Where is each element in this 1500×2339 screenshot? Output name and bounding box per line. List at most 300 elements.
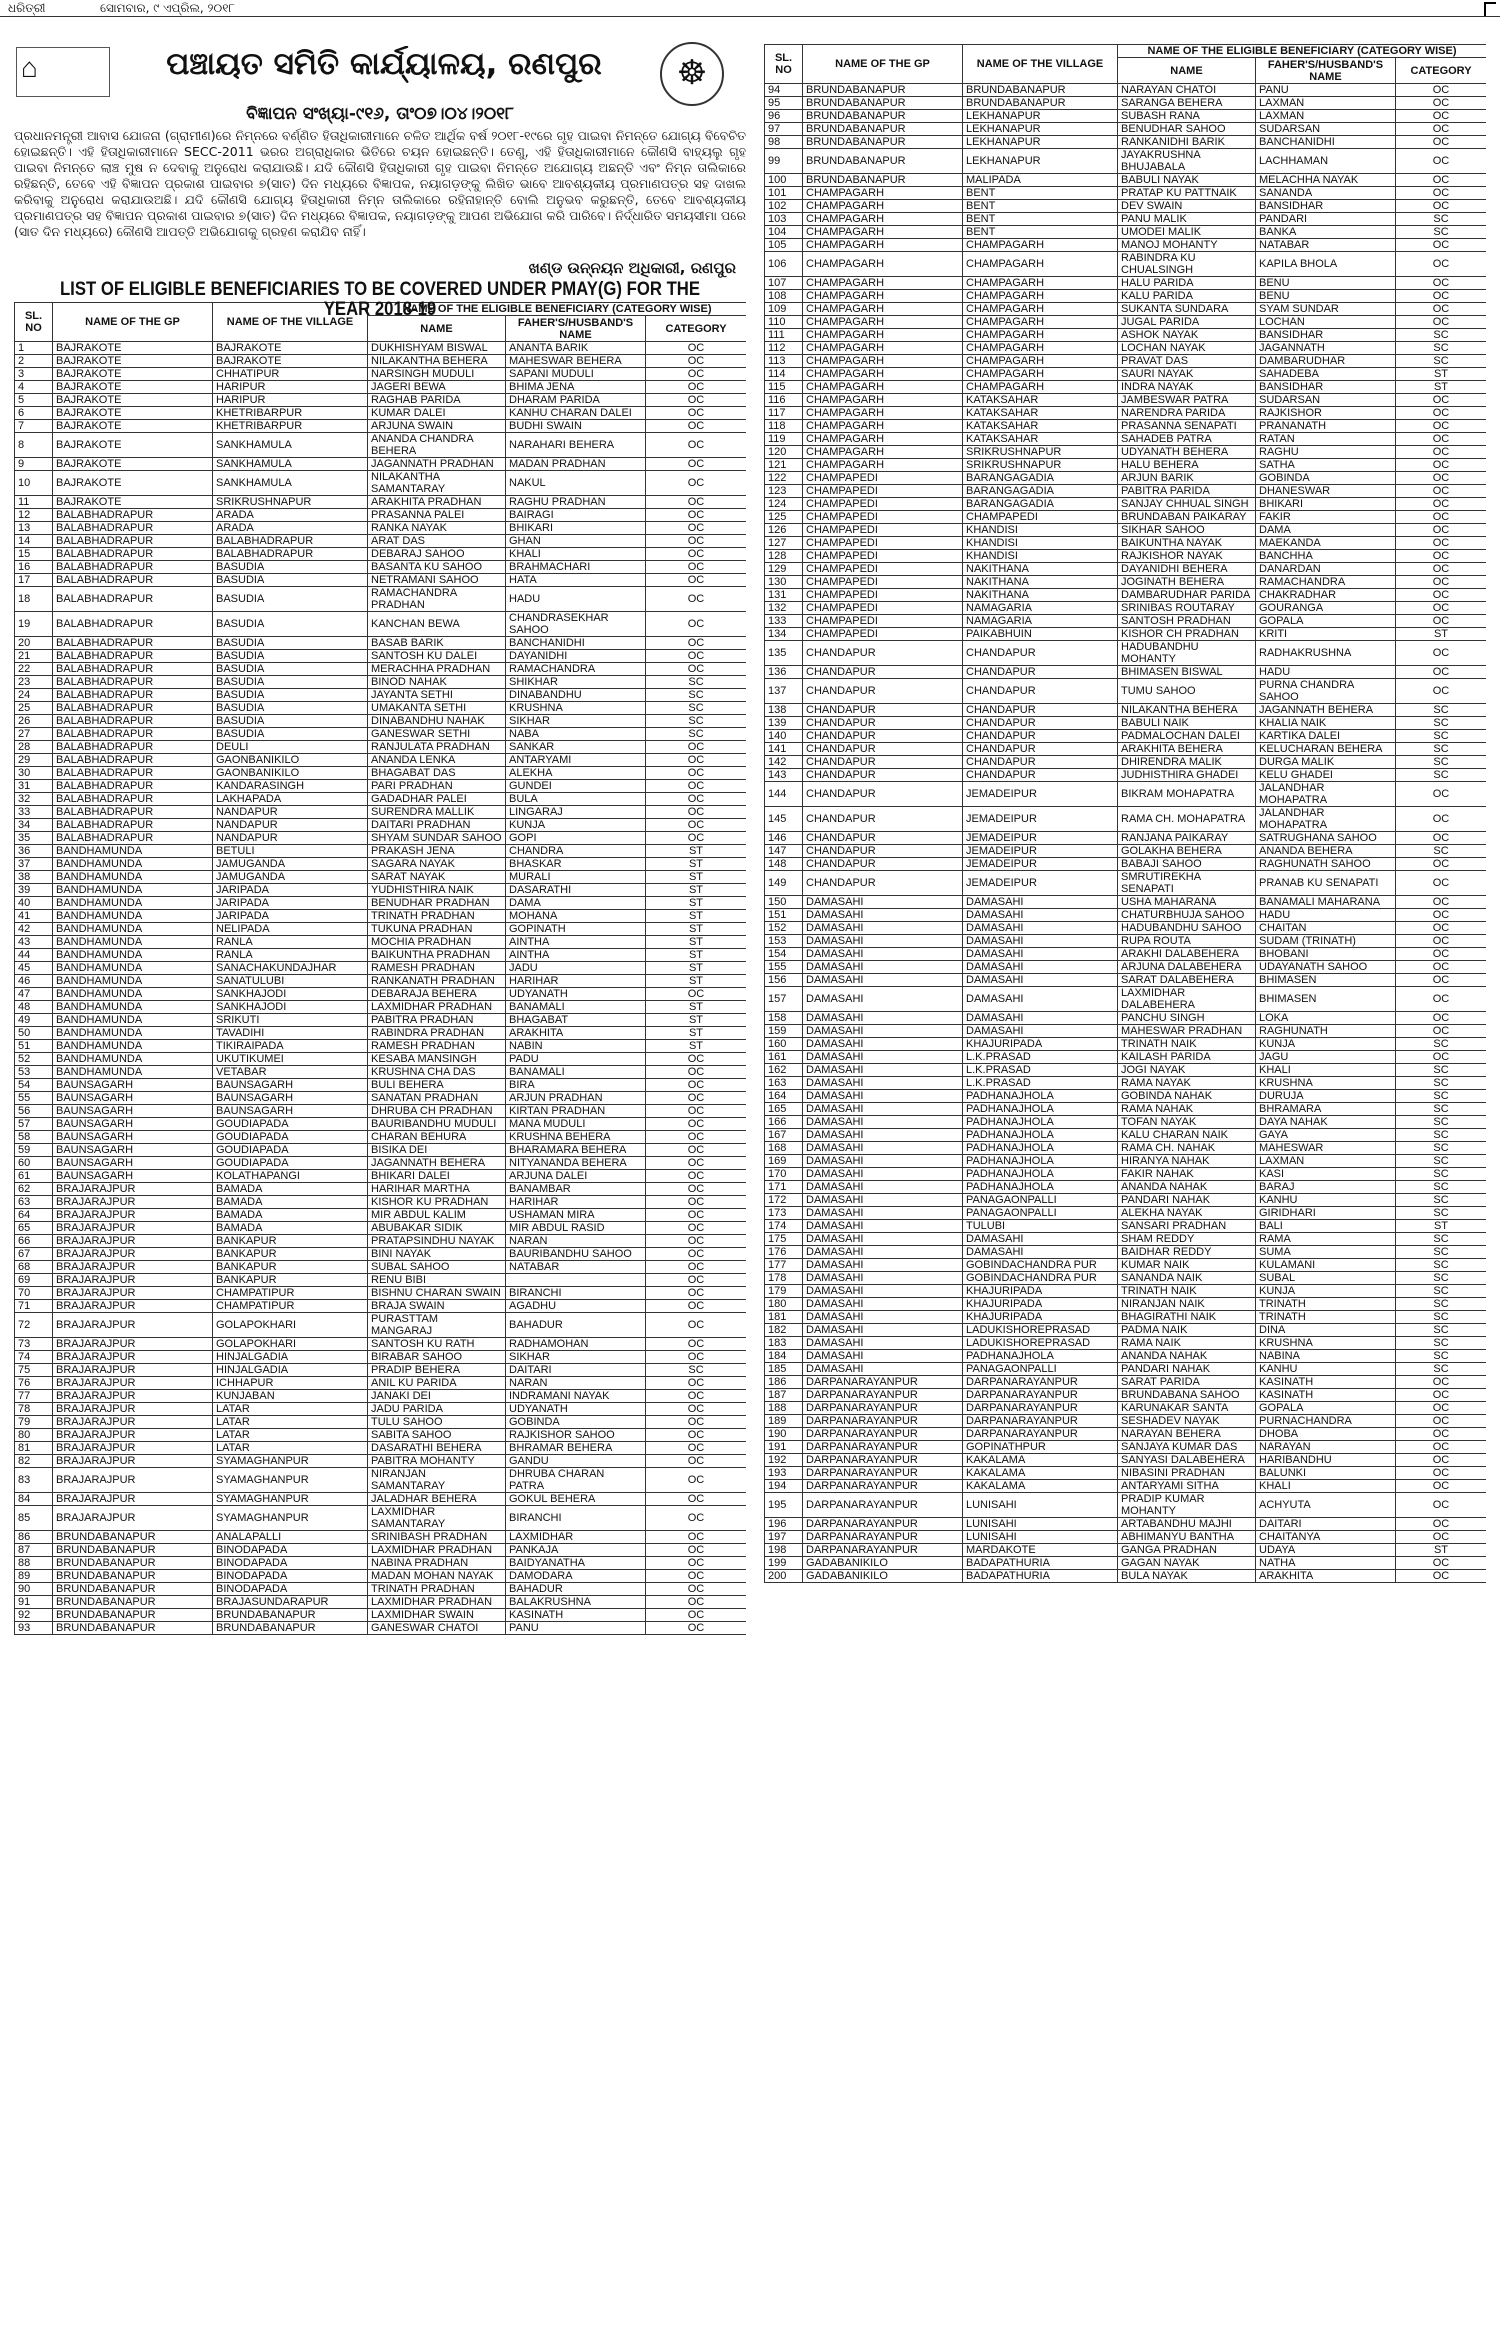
cell-name: SARANGA BEHERA [1118,97,1256,110]
cell-cat: OC [1396,871,1487,896]
table-row [765,641,1487,666]
cell-village: KHETRIBARPUR [213,420,368,433]
table-row [765,524,1487,537]
cell-name: GOBINDA NAHAK [1118,1090,1256,1103]
cell-father: KUNJA [1256,1038,1396,1051]
cell-sl: 89 [15,1570,53,1583]
cell-name: BAURIBANDHU MUDULI [368,1118,506,1131]
cell-father: DURGA MALIK [1256,756,1396,769]
cell-gp: BANDHAMUNDA [53,1014,213,1027]
cell-village: SRIKUTI [213,1014,368,1027]
table-row [765,602,1487,615]
cell-gp: BRUNDABANAPUR [803,174,963,187]
cell-name: HADUBANDHU SAHOO [1118,922,1256,935]
cell-father: CHANDRASEKHAR SAHOO [506,612,646,637]
cell-cat: OC [646,496,747,509]
cell-cat: OC [1396,290,1487,303]
cell-sl: 75 [15,1364,53,1377]
cell-gp: BALABHADRAPUR [53,793,213,806]
cell-village: SANKHAMULA [213,433,368,458]
cell-village: CHAMPAGARH [963,355,1118,368]
cell-village: DAMASAHI [963,974,1118,987]
cell-sl: 170 [765,1168,803,1181]
cell-name: DINABANDHU NAHAK [368,715,506,728]
cell-sl: 195 [765,1493,803,1518]
cell-village: KHAJURIPADA [963,1298,1118,1311]
cell-father: BHIKARI [506,522,646,535]
cell-father: GAYA [1256,1129,1396,1142]
cell-sl: 73 [15,1338,53,1351]
table-row [15,806,747,819]
cell-name: BRAJA SWAIN [368,1300,506,1313]
cell-gp: DAMASAHI [803,1194,963,1207]
cell-sl: 187 [765,1389,803,1402]
table-row [15,845,747,858]
cell-cat: ST [646,897,747,910]
cell-village: UKUTIKUMEI [213,1053,368,1066]
cell-sl: 140 [765,730,803,743]
cell-father: ARAKHITA [506,1027,646,1040]
cell-sl: 90 [15,1583,53,1596]
cell-name: SHAM REDDY [1118,1233,1256,1246]
cell-village: BADAPATHURIA [963,1557,1118,1570]
cell-village: HARIPUR [213,394,368,407]
cell-name: NILAKANTHA BEHERA [1118,704,1256,717]
cell-father: RAGHUNATH SAHOO [1256,858,1396,871]
cell-sl: 120 [765,446,803,459]
cell-father: BARAJ [1256,1181,1396,1194]
cell-cat: OC [646,1403,747,1416]
cell-name: KRUSHNA CHA DAS [368,1066,506,1079]
cell-village: BALABHADRAPUR [213,535,368,548]
cell-father: KELU GHADEI [1256,769,1396,782]
cell-village: SANACHAKUNDAJHAR [213,962,368,975]
cell-father: NAKUL [506,471,646,496]
table-row [765,498,1487,511]
cell-sl: 134 [765,628,803,641]
table-row [765,550,1487,563]
cell-gp: BALABHADRAPUR [53,754,213,767]
cell-name: BRUNDABANA SAHOO [1118,1389,1256,1402]
cell-father: KUNJA [506,819,646,832]
table-row [765,845,1487,858]
cell-gp: BRAJARAJPUR [53,1377,213,1390]
cell-village: GOPINATHPUR [963,1441,1118,1454]
cell-name: GAGAN NAYAK [1118,1557,1256,1570]
cell-gp: CHANDAPUR [803,730,963,743]
table-row [15,910,747,923]
table-row [15,1300,747,1313]
cell-sl: 169 [765,1155,803,1168]
header-category: CATEGORY [646,316,747,342]
cell-cat: OC [1396,909,1487,922]
table-row [765,1116,1487,1129]
cell-village: DAMASAHI [963,961,1118,974]
cell-father: NATABAR [1256,239,1396,252]
cell-village: L.K.PRASAD [963,1077,1118,1090]
cell-gp: CHAMPAGARH [803,394,963,407]
cell-father: RAGHUNATH [1256,1025,1396,1038]
cell-cat: OC [646,1248,747,1261]
cell-sl: 57 [15,1118,53,1131]
cell-father: INDRAMANI NAYAK [506,1390,646,1403]
cell-name: HADUBANDHU MOHANTY [1118,641,1256,666]
cell-gp: BRUNDABANAPUR [803,136,963,149]
cell-sl: 124 [765,498,803,511]
cell-cat: OC [646,793,747,806]
cell-cat: ST [646,1001,747,1014]
cell-gp: CHAMPAGARH [803,446,963,459]
cell-gp: DARPANARAYANPUR [803,1415,963,1428]
cell-village: SYAMAGHANPUR [213,1455,368,1468]
cell-village: BANKAPUR [213,1261,368,1274]
cell-sl: 87 [15,1544,53,1557]
cell-name: RAMA NAHAK [1118,1103,1256,1116]
cell-village: GOLAPOKHARI [213,1313,368,1338]
table-row [765,407,1487,420]
cell-father: KASINATH [506,1609,646,1622]
cell-gp: BRUNDABANAPUR [53,1570,213,1583]
cell-father: NARAN [506,1235,646,1248]
table-row [765,1012,1487,1025]
cell-village: JEMADEIPUR [963,782,1118,807]
header-village: NAME OF THE VILLAGE [213,303,368,342]
cell-sl: 53 [15,1066,53,1079]
table-row [15,509,747,522]
cell-village: BASUDIA [213,574,368,587]
cell-name: KAILASH PARIDA [1118,1051,1256,1064]
header-gp: NAME OF THE GP [53,303,213,342]
cell-sl: 118 [765,420,803,433]
cell-father: MANA MUDULI [506,1118,646,1131]
cell-name: DUKHISHYAM BISWAL [368,342,506,355]
table-row [765,743,1487,756]
cell-sl: 139 [765,717,803,730]
table-row [765,1350,1487,1363]
cell-gp: DAMASAHI [803,1246,963,1259]
cell-name: PANCHU SINGH [1118,1012,1256,1025]
cell-cat: OC [1396,922,1487,935]
table-row [765,1129,1487,1142]
table-row [765,832,1487,845]
cell-name: LAXMIDHAR PRADHAN [368,1596,506,1609]
table-row [765,756,1487,769]
cell-name: RUPA ROUTA [1118,935,1256,948]
cell-cat: OC [646,988,747,1001]
cell-father: BAURIBANDHU SAHOO [506,1248,646,1261]
table-row [15,819,747,832]
cell-father: SIKHAR [506,715,646,728]
cell-village: GOUDIAPADA [213,1144,368,1157]
cell-name: FAKIR NAHAK [1118,1168,1256,1181]
cell-sl: 155 [765,961,803,974]
cell-father: USHAMAN MIRA [506,1209,646,1222]
cell-cat: SC [1396,1350,1487,1363]
cell-gp: CHANDAPUR [803,641,963,666]
cell-name: RAMA CH. MOHAPATRA [1118,807,1256,832]
cell-gp: BALABHADRAPUR [53,535,213,548]
cell-village: CHAMPAGARH [963,329,1118,342]
cell-sl: 14 [15,535,53,548]
cell-sl: 173 [765,1207,803,1220]
cell-name: KESABA MANSINGH [368,1053,506,1066]
cell-name: BABAJI SAHOO [1118,858,1256,871]
notice-body-text: ପ୍ରଧାନମନ୍ତ୍ରୀ ଆବାସ ଯୋଜନା (ଗ୍ରାମୀଣ)ରେ ନିମ୍ନରେ ବର୍ଣ୍ଣିତ ହିତାଧିକାରୀମାନେ ଚଳିତ ଆର୍ଥିକ ବର୍ଷ ୨୦୧୮-୧୯ରେ ଗୃହ ପାଇବା ନିମନ୍ତେ ଯୋଗ୍ୟ ବିବେଚିତ ହୋଇଛନ୍ତି। ଏହି ହିତାଧିକାରୀମାନେ SECC-2011 ଭରର ଅଗ୍ରାଧିକାର ଭିତିରେ ଚୟନ ହୋଇଛନ୍ତି। ତେଣୁ, ଏହି ହିତାଧିକାରୀମାନେ କୌଣସି ବାହ୍ୟଲୁ ଗୃହ ପାଇବା ନିମନ୍ତେ ଲାଞ୍ଚ ମୁଷ ନ ଦେବାକୁ ଅନୁରୋଧ କରାଯାଉଛି। ଯଦି କୌଣସି ହିତାଧିକାରୀ ଗୃହ ପାଇବା ନିମନ୍ତେ ଅଯୋଗ୍ୟ ଅଛନ୍ତି ଏବଂ ନିମ୍ନ ତାଲିକାରେ ରହିଛନ୍ତି, ତେବେ ଏହି ବିଜ୍ଞାପନ ପ୍ରକାଶ ପାଇବାର ୭(ସାତ) ଦିନ ମଧ୍ୟରେ ବିଜ୍ଞାପକ, ନୟାଗଡ଼ଙ୍କୁ ଲିଖିତ ଭାବେ ଆବଶ୍ୟକୀୟ ପ୍ରମାଣପତ୍ର ସହ ଦାଖଲ କରିବାକୁ ଅନୁରୋଧ କରାଯାଉଅଛି। ଯଦି କୌଣସି ଯୋଗ୍ୟ ହିତାଧିକାରୀ ନିମ୍ନ ତାଲିକାରେ ରହିନାହାନ୍ତି ବୋଲି ଅନୁଭବ କରୁଛନ୍ତି, ତେବେ ଆବଶ୍ୟକୀୟ ପ୍ରମାଣପତ୍ର ସହ ବିଜ୍ଞାପନ ପ୍ରକାଶ ପାଇବାର ୭(ସାତ) ଦିନ ମଧ୍ୟରେ ବିଜ୍ଞାପକ, ନୟାଗଡ଼ଙ୍କୁ ଆପଣ ଅଭିଯୋଗ କରି ପାରିବେ। ନିର୍ଦ୍ଧାରିତ ସମୟସୀମା ପରେ (ସାତ ଦିନ ମଧ୍ୟରେ) କୌଣସି ଆପତ୍ତି ଅଭିଯୋଗକୁ ଗ୍ରହଣ କରାଯିବ ନାହିଁ। [14,128,746,239]
cell-gp: BAJRAKOTE [53,355,213,368]
cell-name: RABINDRA KU CHUALSINGH [1118,252,1256,277]
cell-sl: 62 [15,1183,53,1196]
cell-cat: SC [1396,329,1487,342]
cell-name: LAXMIDHAR PRADHAN [368,1001,506,1014]
cell-cat: OC [1396,1012,1487,1025]
cell-name: PRAKASH JENA [368,845,506,858]
cell-village: PADHANAJHOLA [963,1155,1118,1168]
cell-name: ARJUNA SWAIN [368,420,506,433]
cell-cat: SC [1396,1246,1487,1259]
cell-name: KUMAR DALEI [368,407,506,420]
cell-village: KATAKSAHAR [963,433,1118,446]
cell-name: BHAGABAT DAS [368,767,506,780]
cell-name: ARAKHITA BEHERA [1118,743,1256,756]
table-row [765,1194,1487,1207]
cell-name: ARAKHITA PRADHAN [368,496,506,509]
cell-father: ACHYUTA [1256,1493,1396,1518]
table-row [15,1274,747,1287]
cell-village: PAIKABHUIN [963,628,1118,641]
cell-sl: 71 [15,1300,53,1313]
cell-village: BINODAPADA [213,1583,368,1596]
cell-cat: OC [1396,974,1487,987]
cell-gp: BRAJARAJPUR [53,1442,213,1455]
cell-gp: BANDHAMUNDA [53,858,213,871]
cell-cat: OC [646,1118,747,1131]
cell-sl: 55 [15,1092,53,1105]
cell-gp: BALABHADRAPUR [53,806,213,819]
cell-father: ARAKHITA [1256,1570,1396,1583]
table-row [15,561,747,574]
table-row [15,1222,747,1235]
cell-cat: ST [646,949,747,962]
cell-father: HATA [506,574,646,587]
table-row [765,84,1487,97]
cell-gp: BAUNSAGARH [53,1118,213,1131]
cell-sl: 40 [15,897,53,910]
cell-gp: BRAJARAJPUR [53,1493,213,1506]
cell-name: TRINATH PRADHAN [368,910,506,923]
cell-gp: BANDHAMUNDA [53,1053,213,1066]
cell-sl: 6 [15,407,53,420]
cell-sl: 122 [765,472,803,485]
cell-village: CHAMPAGARH [963,368,1118,381]
cell-village: BINODAPADA [213,1544,368,1557]
table-row [765,355,1487,368]
cell-name: LAXMIDHAR PRADHAN [368,1544,506,1557]
cell-gp: BALABHADRAPUR [53,663,213,676]
cell-sl: 93 [15,1622,53,1635]
cell-sl: 72 [15,1313,53,1338]
table-row [765,1557,1487,1570]
table-row [15,1609,747,1622]
cell-gp: BRUNDABANAPUR [803,110,963,123]
table-row [15,728,747,741]
table-row [15,1105,747,1118]
cell-village: CHAMPAGARH [963,316,1118,329]
cell-village: BASUDIA [213,689,368,702]
cell-gp: DAMASAHI [803,974,963,987]
cell-village: LATAR [213,1416,368,1429]
cell-sl: 33 [15,806,53,819]
cell-cat: SC [1396,845,1487,858]
cell-cat: SC [1396,1311,1487,1324]
cell-cat: ST [1396,381,1487,394]
cell-sl: 19 [15,612,53,637]
cell-gp: DAMASAHI [803,1051,963,1064]
cell-gp: BANDHAMUNDA [53,1001,213,1014]
cell-sl: 194 [765,1480,803,1493]
cell-cat: OC [1396,110,1487,123]
table-row [15,420,747,433]
cell-father: RAJKISHOR [1256,407,1396,420]
table-row [15,1040,747,1053]
cell-sl: 52 [15,1053,53,1066]
cell-village: BENT [963,187,1118,200]
cell-sl: 60 [15,1157,53,1170]
cell-name: MANOJ MOHANTY [1118,239,1256,252]
cell-gp: DAMASAHI [803,1285,963,1298]
cell-name: DEV SWAIN [1118,200,1256,213]
cell-father: DAMA [1256,524,1396,537]
cell-father: HARIBANDHU [1256,1454,1396,1467]
cell-cat: OC [1396,1441,1487,1454]
cell-father: UDYANATH [506,1403,646,1416]
cell-sl: 107 [765,277,803,290]
cell-sl: 5 [15,394,53,407]
cell-cat: OC [646,1053,747,1066]
cell-village: DEULI [213,741,368,754]
cell-name: RANKANATH PRADHAN [368,975,506,988]
cell-father: BANCHANIDHI [1256,136,1396,149]
cell-name: BHAGIRATHI NAIK [1118,1311,1256,1324]
cell-village: CHANDAPUR [963,679,1118,704]
cell-sl: 38 [15,871,53,884]
cell-name: USHA MAHARANA [1118,896,1256,909]
cell-village: NAMAGARIA [963,615,1118,628]
table-row [765,782,1487,807]
cell-name: TOFAN NAYAK [1118,1116,1256,1129]
cell-sl: 149 [765,871,803,896]
cell-sl: 56 [15,1105,53,1118]
cell-village: BASUDIA [213,561,368,574]
cell-name: RAMA NAYAK [1118,1077,1256,1090]
cell-father: BAHADUR [506,1583,646,1596]
table-row [765,1544,1487,1557]
cell-gp: BALABHADRAPUR [53,767,213,780]
cell-father: DAYA NAHAK [1256,1116,1396,1129]
table-row [765,576,1487,589]
cell-sl: 102 [765,200,803,213]
cell-sl: 178 [765,1272,803,1285]
cell-village: ARADA [213,522,368,535]
cell-sl: 97 [765,123,803,136]
cell-gp: BALABHADRAPUR [53,689,213,702]
cell-father: NITYANANDA BEHERA [506,1157,646,1170]
cell-gp: BRAJARAJPUR [53,1183,213,1196]
cell-village: BANKAPUR [213,1274,368,1287]
cell-cat: OC [1396,485,1487,498]
table-row [765,420,1487,433]
cell-father: BUDHI SWAIN [506,420,646,433]
cell-sl: 80 [15,1429,53,1442]
cell-name: BABULI NAYAK [1118,174,1256,187]
cell-name: RANJULATA PRADHAN [368,741,506,754]
cell-father: DINA [1256,1324,1396,1337]
cell-father: GUNDEI [506,780,646,793]
cell-sl: 98 [765,136,803,149]
cell-name: DASARATHI BEHERA [368,1442,506,1455]
cell-father: JAGU [1256,1051,1396,1064]
cell-cat: SC [1396,1259,1487,1272]
cell-name: SMRUTIREKHA SENAPATI [1118,871,1256,896]
cell-village: LAKHAPADA [213,793,368,806]
table-row [765,1454,1487,1467]
table-row [765,1298,1487,1311]
cell-sl: 156 [765,974,803,987]
cell-father: RAMACHANDRA [506,663,646,676]
cell-name: NIRANJAN SAMANTARAY [368,1468,506,1493]
cell-father: BIRANCHI [506,1506,646,1531]
cell-name: SABITA SAHOO [368,1429,506,1442]
cell-father: BHRAMAR BEHERA [506,1442,646,1455]
cell-village: CHAMPAGARH [963,381,1118,394]
cell-cat: OC [646,832,747,845]
table-row [15,535,747,548]
cell-sl: 110 [765,316,803,329]
cell-gp: CHAMPAGARH [803,342,963,355]
cell-sl: 130 [765,576,803,589]
cell-gp: DARPANARAYANPUR [803,1467,963,1480]
cell-village: PADHANAJHOLA [963,1181,1118,1194]
cell-father: DHANESWAR [1256,485,1396,498]
table-row [15,1390,747,1403]
cell-village: CHAMPAPEDI [963,511,1118,524]
cell-father: RAJKISHOR SAHOO [506,1429,646,1442]
cell-name: SAURI NAYAK [1118,368,1256,381]
cell-cat: OC [646,368,747,381]
cell-name: GANGA PRADHAN [1118,1544,1256,1557]
cell-father: BANSIDHAR [1256,329,1396,342]
cell-village: BAMADA [213,1183,368,1196]
cell-gp: DAMASAHI [803,1129,963,1142]
cell-sl: 168 [765,1142,803,1155]
cell-village: SANKHAMULA [213,471,368,496]
cell-gp: DAMASAHI [803,1207,963,1220]
cell-sl: 2 [15,355,53,368]
table-row [765,1181,1487,1194]
cell-gp: DARPANARAYANPUR [803,1493,963,1518]
cell-father: CHANDRA [506,845,646,858]
cell-cat: OC [646,1596,747,1609]
cell-sl: 82 [15,1455,53,1468]
cell-father: JAGANNATH BEHERA [1256,704,1396,717]
cell-village: LEKHANAPUR [963,149,1118,174]
cell-father: PURNA CHANDRA SAHOO [1256,679,1396,704]
cell-name: ANANDA NAHAK [1118,1181,1256,1194]
cell-name: SRINIBAS ROUTARAY [1118,602,1256,615]
cell-gp: CHAMPAGARH [803,368,963,381]
cell-father: BULA [506,793,646,806]
cell-father: RAMACHANDRA [1256,576,1396,589]
cell-gp: CHAMPAPEDI [803,511,963,524]
